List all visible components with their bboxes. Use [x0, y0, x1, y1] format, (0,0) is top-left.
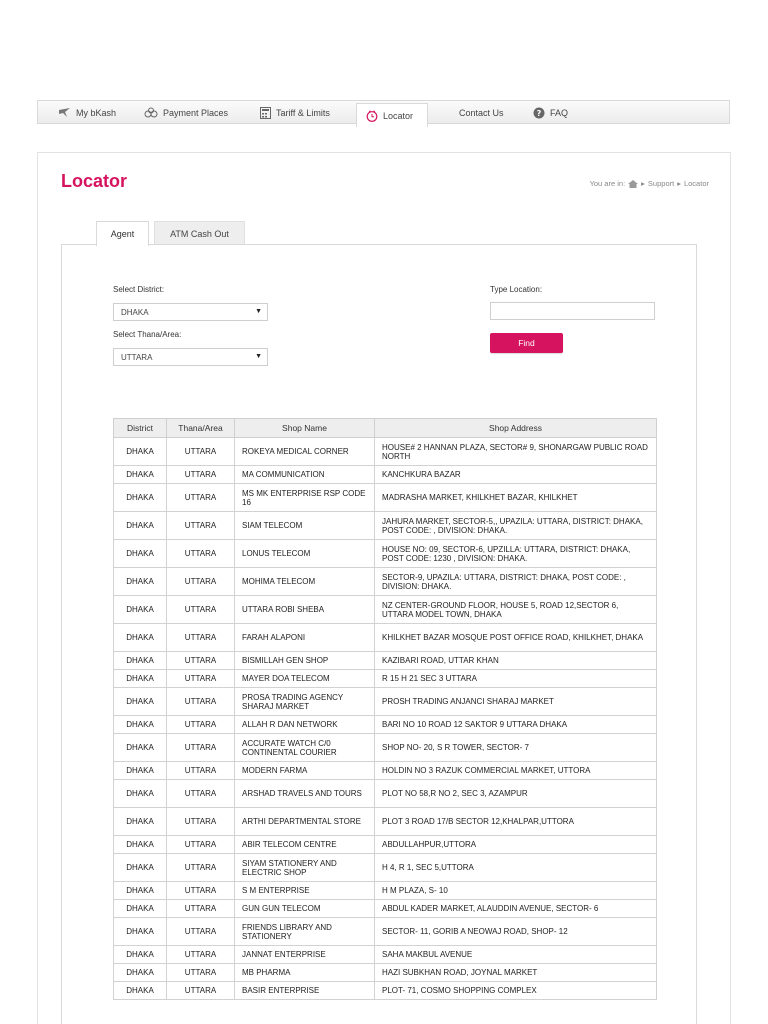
cell-thana: UTTARA	[167, 688, 235, 716]
table-row	[114, 540, 657, 568]
table-row	[114, 762, 657, 780]
table-row	[114, 624, 657, 652]
cell-thana: UTTARA	[167, 670, 235, 688]
nav-label: Payment Places	[163, 107, 229, 118]
cell-shop-address: ABDULLAHPUR,UTTORA	[375, 836, 657, 854]
cell-district: DHAKA	[114, 946, 167, 964]
table-row	[114, 982, 657, 1000]
cell-shop-name: S M ENTERPRISE	[235, 882, 375, 900]
cell-shop-address: HAZI SUBKHAN ROAD, JOYNAL MARKET	[375, 964, 657, 982]
cell-shop-name: LONUS TELECOM	[235, 540, 375, 568]
district-label: Select District:	[113, 285, 165, 294]
table-row	[114, 484, 657, 512]
cell-thana: UTTARA	[167, 946, 235, 964]
cell-district: DHAKA	[114, 836, 167, 854]
cell-shop-address: H 4, R 1, SEC 5,UTTORA	[375, 854, 657, 882]
cell-shop-name: MS MK ENTERPRISE RSP CODE 16	[235, 484, 375, 512]
thana-select[interactable]	[113, 348, 268, 366]
cell-district: DHAKA	[114, 982, 167, 1000]
breadcrumb-prefix: You are in:	[589, 179, 626, 188]
table-row	[114, 918, 657, 946]
cell-shop-name: SIAM TELECOM	[235, 512, 375, 540]
column-header-thana: Thana/Area	[167, 419, 235, 438]
thana-label: Select Thana/Area:	[113, 330, 182, 339]
cell-district: DHAKA	[114, 716, 167, 734]
main-nav	[37, 100, 730, 124]
nav-label: Tariff & Limits	[276, 107, 330, 118]
tab-atm-cash-out[interactable]: ATM Cash Out	[154, 221, 245, 245]
location-input[interactable]	[490, 302, 655, 320]
table-row	[114, 596, 657, 624]
cell-district: DHAKA	[114, 734, 167, 762]
cell-shop-address: JAHURA MARKET, SECTOR-5,, UPAZILA: UTTARA, DISTRICT: DHAKA, POST CODE: , DIVISION: DHAKA.	[375, 512, 657, 540]
breadcrumb	[590, 179, 709, 188]
table-row	[114, 900, 657, 918]
cell-district: DHAKA	[114, 964, 167, 982]
table-row	[114, 808, 657, 836]
cell-shop-name: ROKEYA MEDICAL CORNER	[235, 438, 375, 466]
cell-shop-address: ABDUL KADER MARKET, ALAUDDIN AVENUE, SECTOR- 6	[375, 900, 657, 918]
cell-shop-name: ABIR TELECOM CENTRE	[235, 836, 375, 854]
cell-district: DHAKA	[114, 688, 167, 716]
table-row	[114, 780, 657, 808]
find-button[interactable]: Find	[490, 333, 563, 353]
cell-shop-name: MOHIMA TELECOM	[235, 568, 375, 596]
cell-district: DHAKA	[114, 512, 167, 540]
cell-district: DHAKA	[114, 780, 167, 808]
results-table	[113, 418, 657, 1000]
cell-thana: UTTARA	[167, 964, 235, 982]
cell-district: DHAKA	[114, 918, 167, 946]
location-label: Type Location:	[490, 285, 543, 294]
cell-district: DHAKA	[114, 596, 167, 624]
cell-shop-address: HOUSE NO: 09, SECTOR-6, UPZILLA: UTTARA, DISTRICT: DHAKA, POST CODE: 1230 , DIVISION: DHAKA.	[375, 540, 657, 568]
cell-shop-address: R 15 H 21 SEC 3 UTTARA	[375, 670, 657, 688]
nav-label: Contact Us	[459, 107, 504, 118]
table-header-row	[114, 419, 657, 438]
cell-shop-name: ARTHI DEPARTMENTAL STORE	[235, 808, 375, 836]
dropdown-caret-icon: ▼	[255, 308, 262, 315]
nav-contact-us[interactable]	[459, 101, 504, 124]
breadcrumb-item-locator: Locator	[683, 179, 709, 188]
cell-shop-address: BARI NO 10 ROAD 12 SAKTOR 9 UTTARA DHAKA	[375, 716, 657, 734]
cell-district: DHAKA	[114, 882, 167, 900]
table-row	[114, 734, 657, 762]
nav-faq[interactable]	[533, 101, 568, 124]
results-table-body	[114, 438, 657, 1000]
cell-thana: UTTARA	[167, 808, 235, 836]
cell-thana: UTTARA	[167, 982, 235, 1000]
cell-district: DHAKA	[114, 466, 167, 484]
table-row	[114, 670, 657, 688]
cell-district: DHAKA	[114, 624, 167, 652]
table-row	[114, 882, 657, 900]
cell-thana: UTTARA	[167, 624, 235, 652]
thana-select-value: UTTARA	[121, 352, 153, 362]
cell-thana: UTTARA	[167, 854, 235, 882]
table-row	[114, 688, 657, 716]
help-icon	[533, 107, 545, 119]
cell-thana: UTTARA	[167, 900, 235, 918]
cell-thana: UTTARA	[167, 466, 235, 484]
table-row	[114, 466, 657, 484]
cell-shop-name: UTTARA ROBI SHEBA	[235, 596, 375, 624]
cell-shop-address: KHILKHET BAZAR MOSQUE POST OFFICE ROAD, KHILKHET, DHAKA	[375, 624, 657, 652]
column-header-shop-name: Shop Name	[235, 419, 375, 438]
svg-text:?: ?	[536, 108, 542, 118]
cell-district: DHAKA	[114, 854, 167, 882]
tab-agent[interactable]: Agent	[96, 221, 149, 246]
cell-thana: UTTARA	[167, 716, 235, 734]
cell-shop-name: BASIR ENTERPRISE	[235, 982, 375, 1000]
cell-thana: UTTARA	[167, 568, 235, 596]
table-row	[114, 854, 657, 882]
cell-shop-name: MB PHARMA	[235, 964, 375, 982]
cell-thana: UTTARA	[167, 512, 235, 540]
breadcrumb-item-support[interactable]: Support	[647, 179, 675, 188]
nav-label: Locator	[383, 110, 414, 121]
home-icon[interactable]	[628, 180, 638, 188]
cell-thana: UTTARA	[167, 836, 235, 854]
cell-shop-address: HOUSE# 2 HANNAN PLAZA, SECTOR# 9, SHONARGAW PUBLIC ROAD NORTH	[375, 438, 657, 466]
table-row	[114, 652, 657, 670]
cell-shop-name: MODERN FARMA	[235, 762, 375, 780]
cell-shop-name: PROSA TRADING AGENCY SHARAJ MARKET	[235, 688, 375, 716]
page-title: Locator	[61, 171, 128, 191]
nav-locator[interactable]	[356, 103, 428, 127]
table-row	[114, 716, 657, 734]
cell-thana: UTTARA	[167, 918, 235, 946]
district-select[interactable]	[113, 303, 268, 321]
cell-district: DHAKA	[114, 540, 167, 568]
nav-payment-places[interactable]	[144, 101, 228, 124]
table-row	[114, 512, 657, 540]
cell-district: DHAKA	[114, 808, 167, 836]
cell-shop-name: JANNAT ENTERPRISE	[235, 946, 375, 964]
district-select-value: DHAKA	[121, 307, 149, 317]
table-row	[114, 568, 657, 596]
cell-district: DHAKA	[114, 762, 167, 780]
breadcrumb-arrow-icon: ▸	[677, 179, 681, 188]
cell-shop-address: SECTOR-9, UPAZILA: UTTARA, DISTRICT: DHAKA, POST CODE: , DIVISION: DHAKA.	[375, 568, 657, 596]
breadcrumb-arrow-icon: ▸	[641, 179, 645, 188]
cell-shop-name: FRIENDS LIBRARY AND STATIONERY	[235, 918, 375, 946]
cell-district: DHAKA	[114, 484, 167, 512]
cell-shop-address: SECTOR- 11, GORIB A NEOWAJ ROAD, SHOP- 12	[375, 918, 657, 946]
cell-district: DHAKA	[114, 652, 167, 670]
dropdown-caret-icon: ▼	[255, 353, 262, 360]
cell-shop-name: FARAH ALAPONI	[235, 624, 375, 652]
cell-thana: UTTARA	[167, 484, 235, 512]
nav-label: My bKash	[76, 107, 117, 118]
nav-tariff-limits[interactable]	[260, 101, 330, 124]
cell-shop-address: MADRASHA MARKET, KHILKHET BAZAR, KHILKHET	[375, 484, 657, 512]
cell-shop-name: MAYER DOA TELECOM	[235, 670, 375, 688]
cell-thana: UTTARA	[167, 438, 235, 466]
cell-thana: UTTARA	[167, 762, 235, 780]
cell-thana: UTTARA	[167, 596, 235, 624]
cell-thana: UTTARA	[167, 780, 235, 808]
table-row	[114, 946, 657, 964]
payment-places-icon	[144, 107, 158, 118]
column-header-district: District	[114, 419, 167, 438]
cell-shop-name: ARSHAD TRAVELS AND TOURS	[235, 780, 375, 808]
cell-district: DHAKA	[114, 568, 167, 596]
cell-thana: UTTARA	[167, 734, 235, 762]
calculator-icon	[260, 107, 271, 119]
cell-shop-address: PROSH TRADING ANJANCI SHARAJ MARKET	[375, 688, 657, 716]
cell-district: DHAKA	[114, 438, 167, 466]
cell-thana: UTTARA	[167, 652, 235, 670]
table-row	[114, 438, 657, 466]
cell-district: DHAKA	[114, 900, 167, 918]
cell-shop-name: BISMILLAH GEN SHOP	[235, 652, 375, 670]
bkash-bird-icon	[58, 107, 71, 118]
table-row	[114, 836, 657, 854]
cell-shop-address: HOLDIN NO 3 RAZUK COMMERCIAL MARKET, UTTORA	[375, 762, 657, 780]
nav-label: FAQ	[550, 107, 569, 118]
cell-thana: UTTARA	[167, 540, 235, 568]
table-row	[114, 964, 657, 982]
cell-shop-address: KANCHKURA BAZAR	[375, 466, 657, 484]
cell-shop-address: KAZIBARI ROAD, UTTAR KHAN	[375, 652, 657, 670]
cell-shop-address: SAHA MAKBUL AVENUE	[375, 946, 657, 964]
cell-shop-name: MA COMMUNICATION	[235, 466, 375, 484]
cell-shop-address: PLOT 3 ROAD 17/B SECTOR 12,KHALPAR,UTTORA	[375, 808, 657, 836]
cell-shop-name: GUN GUN TELECOM	[235, 900, 375, 918]
cell-shop-address: NZ CENTER-GROUND FLOOR, HOUSE 5, ROAD 12,SECTOR 6, UTTARA MODEL TOWN, DHAKA	[375, 596, 657, 624]
cell-district: DHAKA	[114, 670, 167, 688]
cell-shop-name: SIYAM STATIONERY AND ELECTRIC SHOP	[235, 854, 375, 882]
cell-shop-address: SHOP NO- 20, S R TOWER, SECTOR- 7	[375, 734, 657, 762]
cell-shop-name: ACCURATE WATCH C/0 CONTINENTAL COURIER	[235, 734, 375, 762]
nav-my-bkash[interactable]	[58, 101, 116, 124]
cell-shop-name: ALLAH R DAN NETWORK	[235, 716, 375, 734]
cell-shop-address: PLOT- 71, COSMO SHOPPING COMPLEX	[375, 982, 657, 1000]
cell-shop-address: H M PLAZA, S- 10	[375, 882, 657, 900]
cell-shop-address: PLOT NO 58,R NO 2, SEC 3, AZAMPUR	[375, 780, 657, 808]
cell-thana: UTTARA	[167, 882, 235, 900]
column-header-shop-address: Shop Address	[375, 419, 657, 438]
locator-clock-icon	[366, 110, 378, 122]
